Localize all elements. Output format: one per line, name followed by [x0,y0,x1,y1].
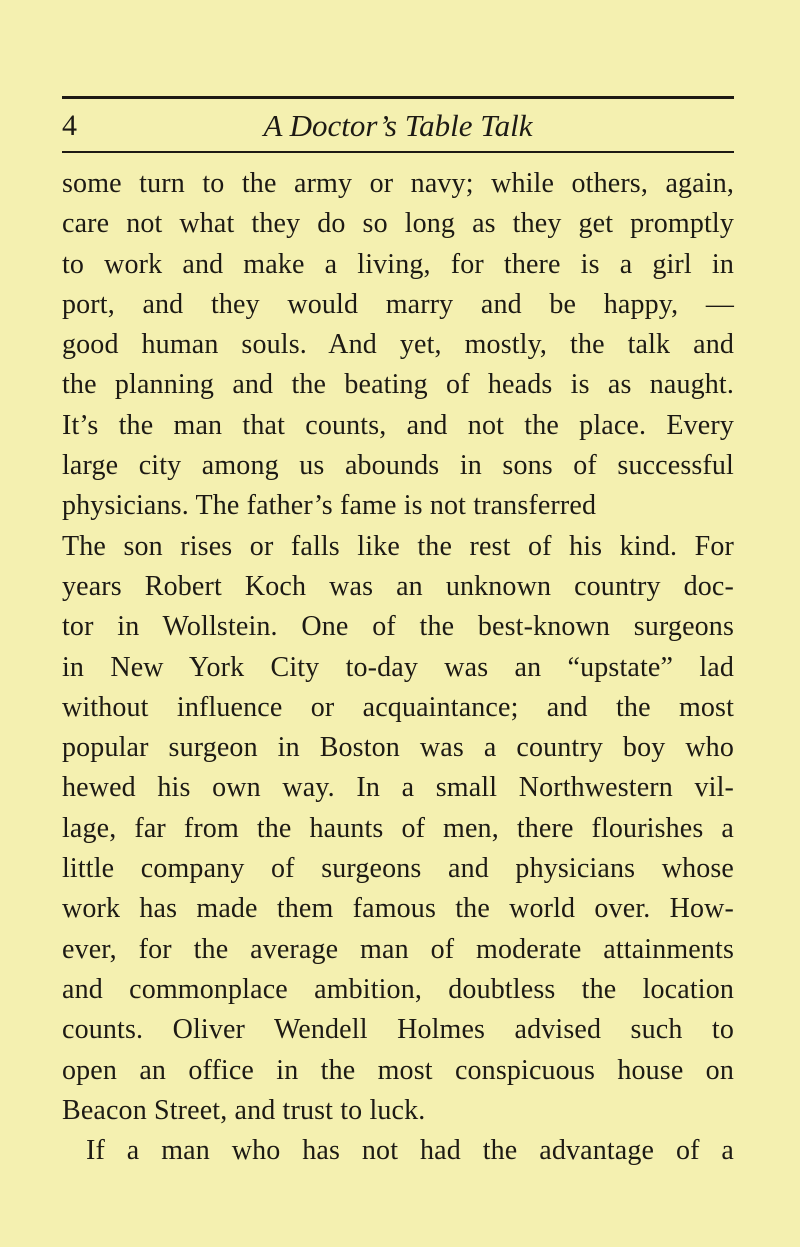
text-line: hewed his own way. In a small Northwestern vil- [62,772,734,804]
running-title: A Doctor’s Table Talk [263,108,533,143]
text-line: and commonplace ambition, doubtless the location [62,973,734,1005]
header-rule-bottom [62,151,734,153]
text-line: years Robert Koch was an unknown country doc- [62,570,734,602]
text-line: little company of surgeons and physicians whose [62,853,734,885]
text-line: some turn to the army or navy; while others, again, [62,168,734,199]
text-line: physicians. The father’s fame is not transferred [62,490,597,522]
text-line: without influence or acquaintance; and the most [62,691,734,723]
text-line: tor in Wollstein. One of the best-known surgeons [62,611,734,643]
text-line: lage, far from the haunts of men, there flourishes a [62,812,734,844]
text-line: ever, for the average man of moderate attainments [62,933,734,965]
text-line: large city among us abounds in sons of successful [62,450,734,482]
text-line: care not what they do so long as they get promptly [62,208,734,240]
text-line: open an office in the most conspicuous house on [62,1054,734,1086]
running-header [62,100,734,150]
text-line: popular surgeon in Boston was a country boy who [62,732,734,764]
body-text [62,164,734,1171]
text-line: good human souls. And yet, mostly, the talk and [62,329,734,361]
page-number: 4 [62,109,77,142]
text-line: Beacon Street, and trust to luck. [62,1094,426,1126]
header-rule-top [62,96,734,99]
text-line: counts. Oliver Wendell Holmes advised such to [62,1014,734,1046]
text-line: work has made them famous the world over. How- [62,893,734,925]
text-line: It’s the man that counts, and not the place. Every [62,409,734,441]
text-line: in New York City to-day was an “upstate” lad [62,651,734,683]
text-line: the planning and the beating of heads is as naught. [62,369,734,401]
text-line: If a man who has not had the advantage of a [86,1135,734,1167]
text-line: port, and they would marry and be happy, — [62,288,734,320]
text-line: The son rises or falls like the rest of his kind. For [62,530,734,562]
text-line: to work and make a living, for there is a girl in [62,248,734,280]
